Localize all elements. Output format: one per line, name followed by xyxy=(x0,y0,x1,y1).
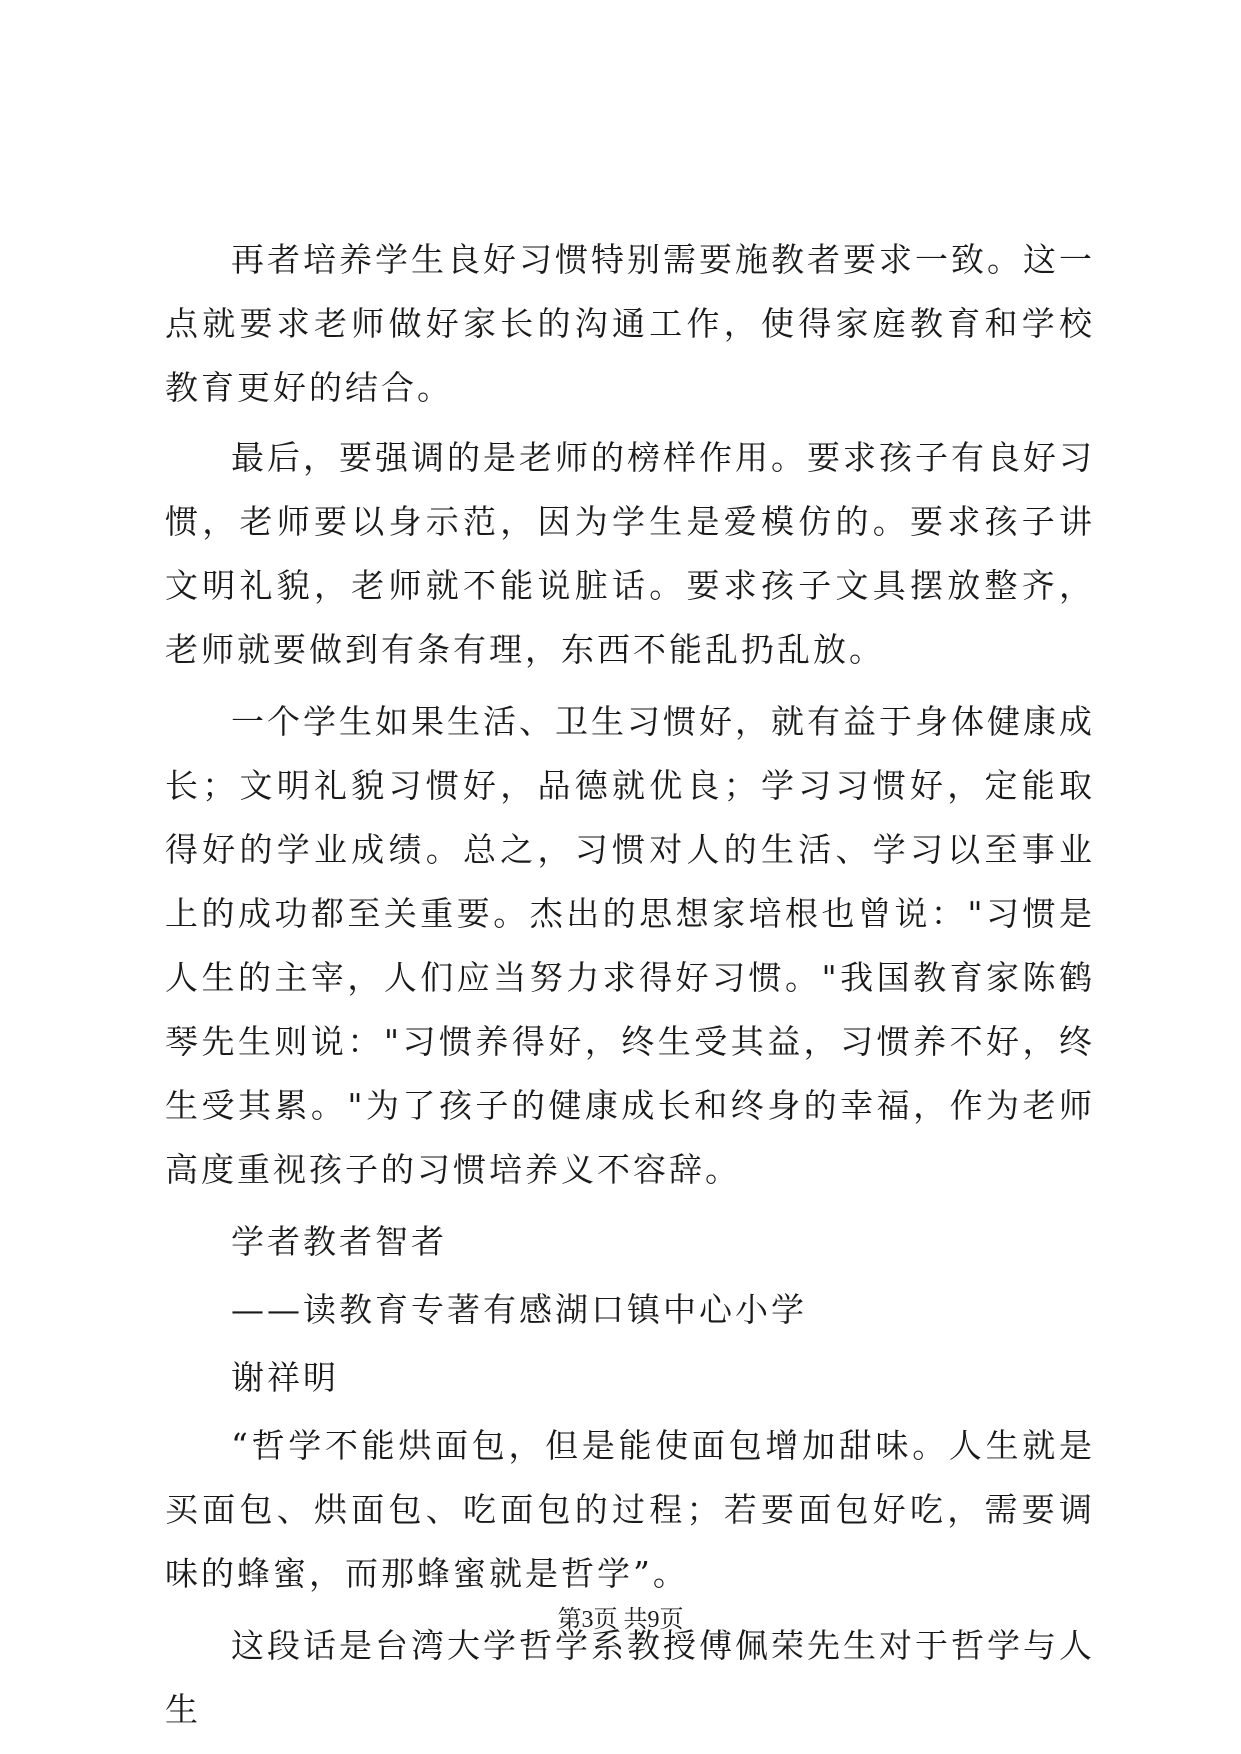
paragraph-quote-source: 这段话是台湾大学哲学系教授傅佩荣先生对于哲学与人生 xyxy=(165,1626,1095,1729)
section-title: 学者教者智者 xyxy=(231,1222,447,1261)
paragraph-philosophy-quote: “哲学不能烘面包，但是能使面包增加甜味。人生就是买面包、烘面包、吃面包的过程；若要面包好吃，需要调味的蜂蜜，而那蜂蜜就是哲学”。 xyxy=(165,1426,1095,1593)
paragraph-habits-consistency: 再者培养学生良好习惯特别需要施教者要求一致。这一点就要求老师做好家长的沟通工作，使得家庭教育和学校教育更好的结合。 xyxy=(165,240,1095,407)
section-subtitle: ——读教育专著有感湖口镇中心小学 xyxy=(231,1290,807,1329)
paragraph-teacher-role-model: 最后，要强调的是老师的榜样作用。要求孩子有良好习惯，老师要以身示范，因为学生是爱模仿的。要求孩子讲文明礼貌，老师就不能说脏话。要求孩子文具摆放整齐，老师就要做到有条有理，东西不能乱扔乱放。 xyxy=(165,438,1095,669)
paragraph-habits-importance: 一个学生如果生活、卫生习惯好，就有益于身体健康成长；文明礼貌习惯好，品德就优良；学习习惯好，定能取得好的学业成绩。总之，习惯对人的生活、学习以至事业上的成功都至关重要。杰出的思想家培根也曾说："习惯是人生的主宰，人们应当努力求得好习惯。"我国教育家陈鹤琴先生则说："习惯养得好，终生受其益，习惯养不好，终生受其累。"为了孩子的健康成长和终身的幸福，作为老师高度重视孩子的习惯培养义不容辞。 xyxy=(165,702,1095,1189)
page-number-footer: 第3页 共9页 xyxy=(557,1607,684,1633)
author-name: 谢祥明 xyxy=(231,1358,339,1397)
document-body xyxy=(165,228,1095,1750)
